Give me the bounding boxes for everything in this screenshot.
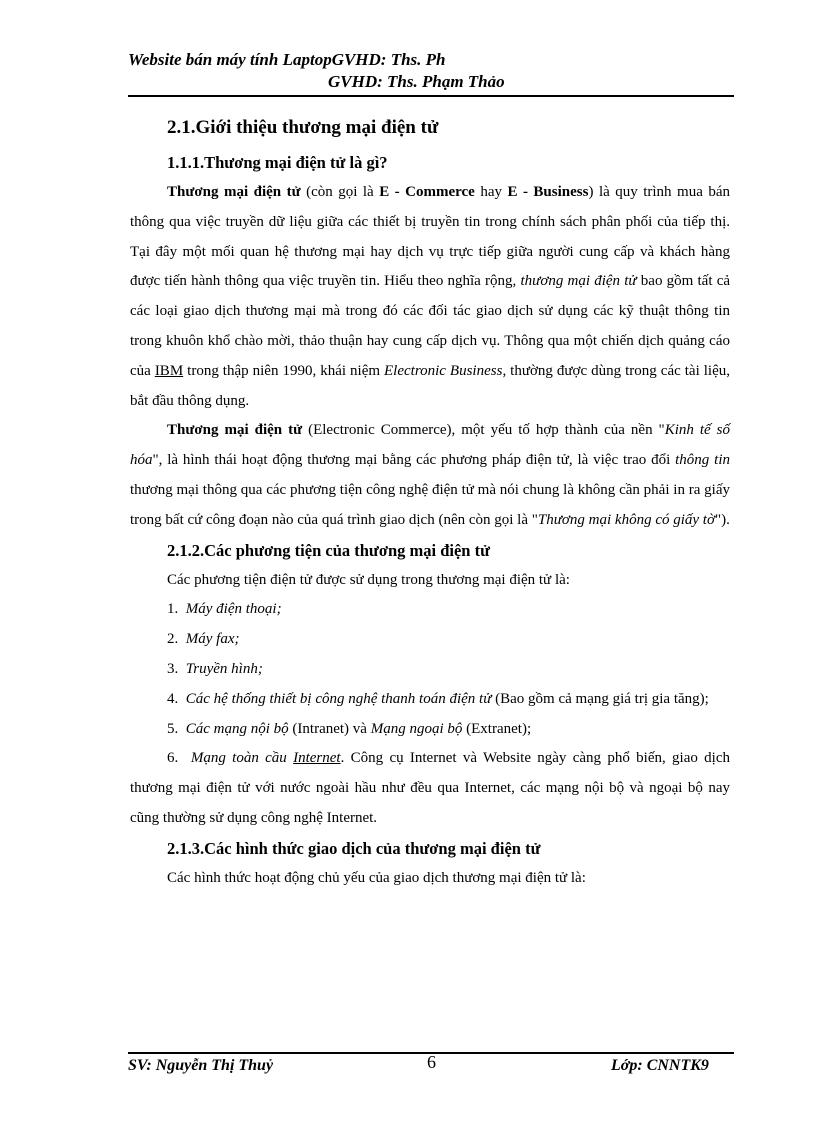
list-item [167,655,730,685]
term-bold: Thương mại điện tử [167,184,301,200]
term-bold: Thương mại điện tử [167,422,303,439]
subsection-heading-2-1-2: 2.1.2.Các phương tiện của thương mại điện tử [167,540,491,560]
footer-student: SV: Nguyễn Thị Thuỷ [128,1057,274,1074]
term-italic: Thương mại không có giấy tờ [537,511,715,528]
header-title-line2: GVHD: Ths. Phạm Thảo [328,72,505,91]
text-run: bao gồm tất cả các loại giao dịch thương mại mà trong đó các đối tác giao dịch sử dụng các kỹ thuật thông tin trong khuôn khổ chào mời, thảo thuận hay cung cấp dịch vụ. Thông qua một chiến dịch quảng cáo của [130,273,731,379]
subsection-heading-1-1-1: 1.1.1.Thương mại điện tử là gì? [167,153,388,172]
text-run: hay [474,184,508,200]
text-run: (Electronic Commerce), một yếu tố hợp thành của nền " [302,422,665,439]
text-run: (còn gọi là [300,184,380,200]
section-title: 2.1.Giới thiệu thương mại điện tử [167,117,439,138]
list-intro: Các hình thức hoạt động chủ yếu của giao dịch thương mại điện tử là: [167,869,586,886]
list-number: 4. [167,690,179,707]
list-text: (Extranet); [462,720,532,737]
text-run: , thường được dùng trong các tài liệu, bắt đầu thông dụng. [130,362,730,409]
text-run: thương mại thông qua các phương tiện công nghệ điện tử mà nói chung là không cần phải in ra giấy trong bất cứ công đoạn nào của quá trình giao dịch (nên còn gọi là " [130,481,730,528]
list-text: Mạng toàn cầu [190,750,294,767]
list-number: 3. [167,660,179,677]
list-item [167,595,730,625]
term-italic: thông tin [675,452,730,469]
list-item [130,685,730,715]
list-text: Mạng ngoại bộ [370,720,463,737]
list-item [130,744,730,833]
list-number: 1. [167,601,179,618]
paragraph-definition [130,178,730,416]
text-run: ", là hình thái hoạt động thương mại bằng các phương pháp điện tử, là việc trao đổi [152,452,676,469]
term-italic: thương mại điện tử [520,273,637,290]
term-italic: Electronic Business [384,362,503,379]
list-text: (Intranet) và [288,720,371,737]
list-text: Máy fax; [185,631,240,648]
internet-link[interactable]: Internet [293,750,341,767]
page-number: 6 [427,1052,436,1072]
paragraph-electronic-commerce [130,416,730,535]
list-text: . Công cụ Internet và Website ngày càng phổ biến, giao dịch thương mại điện tử với nước ngoài hầu như đều qua Internet, các mạng nội bộ và ngoại bộ nay cũng thường sử dụng công nghệ Internet. [130,750,730,826]
list-text: Máy điện thoại; [185,601,282,618]
list-item [130,715,730,745]
list-intro: Các phương tiện điện tử được sử dụng trong thương mại điện tử là: [167,571,570,588]
list-item [167,625,730,655]
list-number: 2. [167,631,179,648]
ibm-link[interactable]: IBM [154,362,184,379]
term-italic: Kinh tế số hóa [130,422,730,469]
text-run: ) là quy trình mua bán thông qua việc truyền dữ liệu giữa các thiết bị truyền tin trong chính sách phân phối của tiếp thị. Tại đây một mối quan hệ thương mại hay dịch vụ trực tiếp giữa người cung cấp và khách hàng được tiến hành thông qua việc truyền tin. Hiểu theo nghĩa rộng, [130,184,731,290]
list-text: Các hệ thống thiết bị công nghệ thanh toán điện tử [185,690,492,707]
footer-class: Lớp: CNNTK9 [611,1057,709,1074]
list-text: Các mạng nội bộ [185,720,289,737]
text-run: "). [714,511,730,528]
header-divider [128,95,734,97]
list-number: 6. [167,750,179,767]
term-bold: E - Business [507,184,589,200]
list-number: 5. [167,720,179,737]
list-text: (Bao gồm cả mạng giá trị gia tăng); [491,690,709,707]
document-body [130,112,731,894]
list-text: Truyền hình; [185,660,263,677]
header-title-line1: Website bán máy tính LaptopGVHD: Ths. Ph [128,50,446,69]
subsection-heading-2-1-3: 2.1.3.Các hình thức giao dịch của thương mại điện tử [167,838,541,858]
term-bold: E - Commerce [379,184,475,200]
text-run: trong thập niên 1990, khái niệm [183,362,385,379]
